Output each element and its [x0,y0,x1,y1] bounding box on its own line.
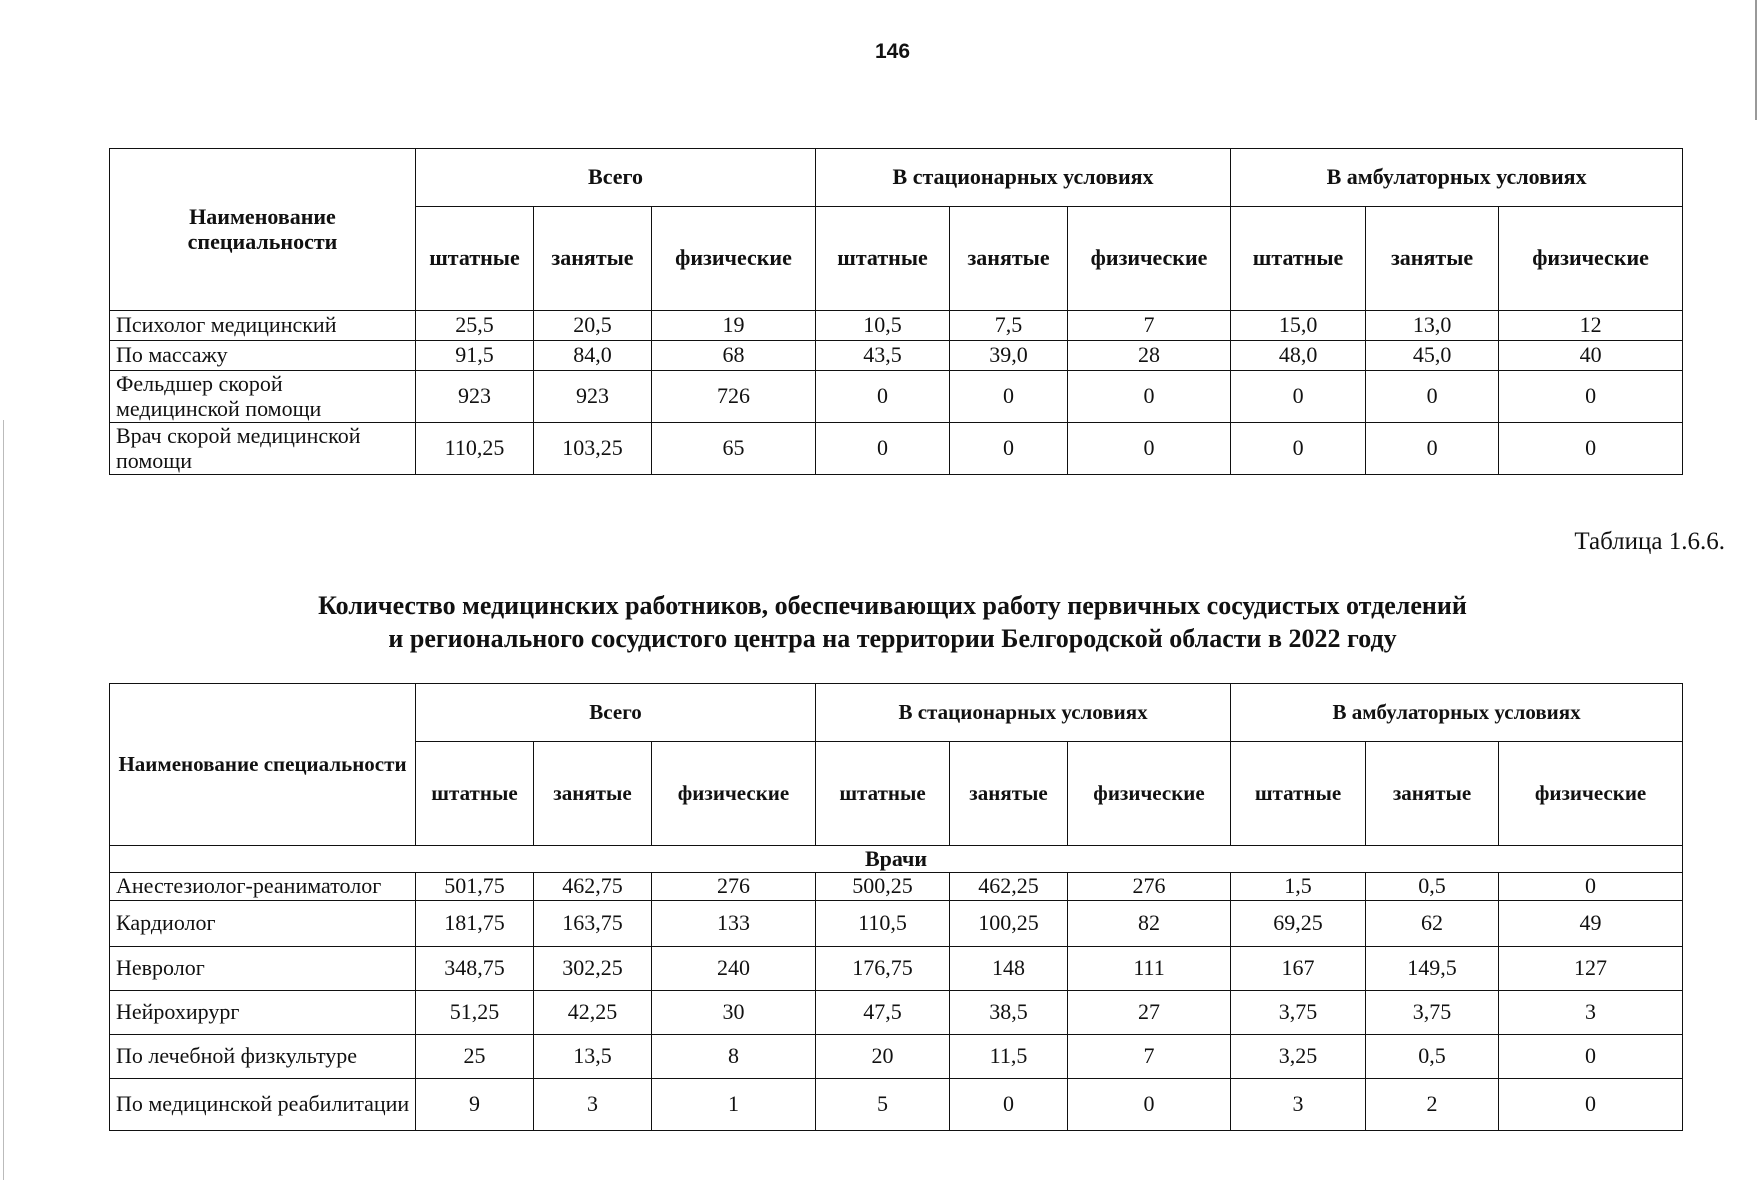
header-group-inpatient: В стационарных условиях [816,149,1231,207]
cell-value: 38,5 [950,991,1068,1035]
cell-value: 0 [1068,371,1231,423]
cell-value: 923 [416,371,534,423]
cell-value: 39,0 [950,341,1068,371]
cell-value: 51,25 [416,991,534,1035]
cell-value: 0 [1499,371,1683,423]
cell-value: 276 [1068,873,1231,901]
cell-value: 5 [816,1079,950,1131]
header-sub: занятые [534,742,652,846]
cell-value: 7,5 [950,311,1068,341]
table-row [110,947,1683,991]
cell-value: 3 [1499,991,1683,1035]
header-sub: занятые [1366,207,1499,311]
cell-value: 3 [1231,1079,1366,1131]
header-sub: физические [1068,207,1231,311]
table-row [110,371,1683,423]
cell-value: 3 [534,1079,652,1131]
cell-value: 25,5 [416,311,534,341]
cell-value: 348,75 [416,947,534,991]
header-sub: штатные [816,742,950,846]
cell-value: 28 [1068,341,1231,371]
table-row [110,1035,1683,1079]
table-row [110,991,1683,1035]
cell-value: 3,75 [1231,991,1366,1035]
cell-value: 726 [652,371,816,423]
cell-value: 62 [1366,901,1499,947]
cell-value: 7 [1068,311,1231,341]
cell-value: 15,0 [1231,311,1366,341]
cell-value: 276 [652,873,816,901]
section-label: Врачи [110,846,1683,873]
cell-value: 302,25 [534,947,652,991]
cell-value: 181,75 [416,901,534,947]
cell-value: 0 [950,1079,1068,1131]
cell-value: 65 [652,423,816,475]
header-name: Наименование специальности [110,684,416,846]
cell-value: 13,0 [1366,311,1499,341]
cell-value: 47,5 [816,991,950,1035]
header-sub: занятые [950,742,1068,846]
row-name: Невролог [110,947,416,991]
cell-value: 69,25 [1231,901,1366,947]
cell-value: 0 [950,371,1068,423]
cell-value: 20 [816,1035,950,1079]
cell-value: 20,5 [534,311,652,341]
header-sub: физические [1499,207,1683,311]
row-name: Фельдшер скорой медицинской помощи [110,371,416,423]
cell-value: 3,25 [1231,1035,1366,1079]
vascular-staff-table [109,683,1683,1131]
header-sub: штатные [416,742,534,846]
cell-value: 2 [1366,1079,1499,1131]
cell-value: 111 [1068,947,1231,991]
table-row [110,901,1683,947]
cell-value: 13,5 [534,1035,652,1079]
cell-value: 11,5 [950,1035,1068,1079]
table-title-line: и регионального сосудистого центра на территории Белгородской области в 2022 году [388,623,1397,653]
cell-value: 501,75 [416,873,534,901]
table-row [110,423,1683,475]
cell-value: 91,5 [416,341,534,371]
table-title [0,590,1760,655]
cell-value: 110,25 [416,423,534,475]
cell-value: 0 [1068,1079,1231,1131]
cell-value: 30 [652,991,816,1035]
cell-value: 0 [1366,423,1499,475]
cell-value: 1 [652,1079,816,1131]
cell-value: 500,25 [816,873,950,901]
cell-value: 82 [1068,901,1231,947]
cell-value: 462,75 [534,873,652,901]
cell-value: 0 [1231,371,1366,423]
cell-value: 45,0 [1366,341,1499,371]
cell-value: 8 [652,1035,816,1079]
cell-value: 100,25 [950,901,1068,947]
header-sub: физические [652,207,816,311]
table-label: Таблица 1.6.6. [1574,528,1725,555]
cell-value: 133 [652,901,816,947]
cell-value: 0 [1231,423,1366,475]
cell-value: 19 [652,311,816,341]
cell-value: 0 [816,371,950,423]
row-name: По массажу [110,341,416,371]
row-name: Анестезиолог-реаниматолог [110,873,416,901]
cell-value: 7 [1068,1035,1231,1079]
cell-value: 3,75 [1366,991,1499,1035]
row-name: По медицинской реабилитации [110,1079,416,1131]
row-name: Врач скорой медицинской помощи [110,423,416,475]
cell-value: 110,5 [816,901,950,947]
row-name: Кардиолог [110,901,416,947]
cell-value: 149,5 [1366,947,1499,991]
header-sub: занятые [534,207,652,311]
header-group-inpatient: В стационарных условиях [816,684,1231,742]
cell-value: 49 [1499,901,1683,947]
cell-value: 0 [816,423,950,475]
cell-value: 84,0 [534,341,652,371]
cell-value: 0 [1499,423,1683,475]
table-row [110,341,1683,371]
header-name: Наименование специальности [110,149,416,311]
header-sub: физические [1499,742,1683,846]
header-sub: штатные [416,207,534,311]
page-number: 146 [874,40,911,63]
row-name: По лечебной физкультуре [110,1035,416,1079]
table-row [110,311,1683,341]
cell-value: 0,5 [1366,873,1499,901]
header-sub: штатные [816,207,950,311]
header-group-total: Всего [416,149,816,207]
header-sub: штатные [1231,742,1366,846]
cell-value: 43,5 [816,341,950,371]
header-sub: занятые [1366,742,1499,846]
header-group-total: Всего [416,684,816,742]
cell-value: 462,25 [950,873,1068,901]
cell-value: 148 [950,947,1068,991]
staff-table-continued [109,148,1683,475]
row-name: Нейрохирург [110,991,416,1035]
cell-value: 0,5 [1366,1035,1499,1079]
scan-edge-line [3,420,4,1180]
header-sub: физические [1068,742,1231,846]
header-sub: физические [652,742,816,846]
cell-value: 127 [1499,947,1683,991]
table-title-line: Количество медицинских работников, обеспечивающих работу первичных сосудистых отделений [318,591,1467,620]
cell-value: 923 [534,371,652,423]
cell-value: 0 [950,423,1068,475]
table-row [110,1079,1683,1131]
cell-value: 12 [1499,311,1683,341]
cell-value: 42,25 [534,991,652,1035]
cell-value: 27 [1068,991,1231,1035]
cell-value: 1,5 [1231,873,1366,901]
table-row [110,873,1683,901]
cell-value: 0 [1499,873,1683,901]
cell-value: 163,75 [534,901,652,947]
cell-value: 0 [1499,1079,1683,1131]
cell-value: 0 [1499,1035,1683,1079]
row-name: Психолог медицинский [110,311,416,341]
cell-value: 10,5 [816,311,950,341]
cell-value: 25 [416,1035,534,1079]
header-sub: штатные [1231,207,1366,311]
cell-value: 103,25 [534,423,652,475]
cell-value: 176,75 [816,947,950,991]
cell-value: 9 [416,1079,534,1131]
cell-value: 0 [1366,371,1499,423]
cell-value: 40 [1499,341,1683,371]
header-group-outpatient: В амбулаторных условиях [1231,149,1683,207]
cell-value: 0 [1068,423,1231,475]
header-sub: занятые [950,207,1068,311]
cell-value: 68 [652,341,816,371]
cell-value: 240 [652,947,816,991]
section-row [110,846,1683,873]
cell-value: 167 [1231,947,1366,991]
cell-value: 48,0 [1231,341,1366,371]
header-group-outpatient: В амбулаторных условиях [1231,684,1683,742]
